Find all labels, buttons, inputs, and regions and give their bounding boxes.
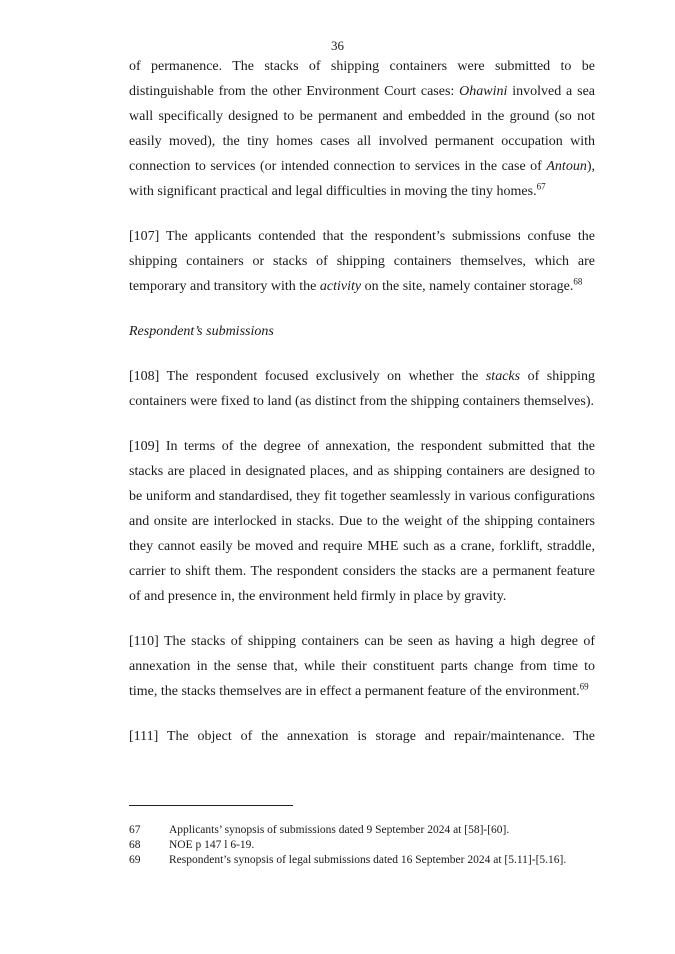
text: of shipping containers were fixed to land (as distinct from the shipping containers themselves). <box>129 369 595 409</box>
text: of permanence. The stacks of shipping containers were submitted to be distinguishable from the other Environment Court cases: <box>129 59 595 99</box>
footnote-ref[interactable]: 68 <box>573 276 583 287</box>
emphasis: activity <box>319 279 362 294</box>
paragraph-number: [108] <box>129 369 160 384</box>
case-name: Antoun <box>546 159 587 174</box>
paragraph-107 <box>129 224 595 299</box>
page-number: 36 <box>331 38 344 53</box>
footnote <box>129 838 599 853</box>
text: The object of the annexation is storage and repair/maintenance. The <box>158 729 595 744</box>
paragraph-110 <box>129 629 595 704</box>
text: on the site, namely container storage. <box>361 279 574 294</box>
footnote-number: 69 <box>129 854 141 866</box>
paragraph-number: [109] <box>129 439 160 454</box>
text: The respondent focused exclusively on whether the <box>159 369 486 384</box>
section-heading: Respondent’s submissions <box>129 324 274 339</box>
paragraph-number: [110] <box>129 634 159 649</box>
footnote-ref[interactable]: 69 <box>579 681 589 692</box>
text: In terms of the degree of annexation, the respondent submitted that the stacks are placed in designated places, and as shipping containers are designed to be uniform and standardised, they fit together seamlessly in various configurations and onsite are interlocked in stacks. Due to the weight of the shipping containers they cannot easily be moved and require MHE such as a crane, forklift, straddle, carrier to shift them. The respondent considers the stacks are a permanent feature of and presence in, the environment held firmly in place by gravity. <box>129 439 595 604</box>
paragraph-108 <box>129 364 595 414</box>
paragraph-number: [107] <box>129 229 160 244</box>
text: ), with significant practical and legal difficulties in moving the tiny homes. <box>129 159 595 199</box>
text: The applicants contended that the respondent’s submissions confuse the shipping containers or stacks of shipping containers themselves, which are temporary and transitory with the <box>129 229 595 294</box>
footnotes <box>129 823 599 868</box>
footnote-ref[interactable]: 67 <box>536 181 546 192</box>
footnote-text: Applicants’ synopsis of submissions dated 9 September 2024 at [58]-[60]. <box>169 824 510 836</box>
footnote-number: 67 <box>129 824 141 836</box>
footnote-text: Respondent’s synopsis of legal submissions dated 16 September 2024 at [5.11]-[5.16]. <box>169 854 567 866</box>
footnote <box>129 853 599 868</box>
paragraph-number: [111] <box>129 729 159 744</box>
emphasis: stacks <box>485 369 521 384</box>
footnote-text: NOE p 147 l 6-19. <box>169 839 255 851</box>
paragraph-109 <box>129 434 595 609</box>
body-text <box>129 54 595 769</box>
paragraph-111 <box>129 724 595 749</box>
footnote-number: 68 <box>129 839 141 851</box>
case-name: Ohawini <box>459 84 508 99</box>
footnote <box>129 823 599 838</box>
footnote-divider <box>129 805 293 806</box>
text: involved a sea wall specifically designed to be permanent and embedded in the ground (so not easily moved), the tiny homes cases all involved permanent occupation with connection to services (or intended connection to services in the case of <box>129 84 595 174</box>
text: The stacks of shipping containers can be seen as having a high degree of annexation in the sense that, while their constituent parts change from time to time, the stacks themselves are in effect a permanent feature of the environment. <box>129 634 595 699</box>
paragraph-continued <box>129 54 595 204</box>
